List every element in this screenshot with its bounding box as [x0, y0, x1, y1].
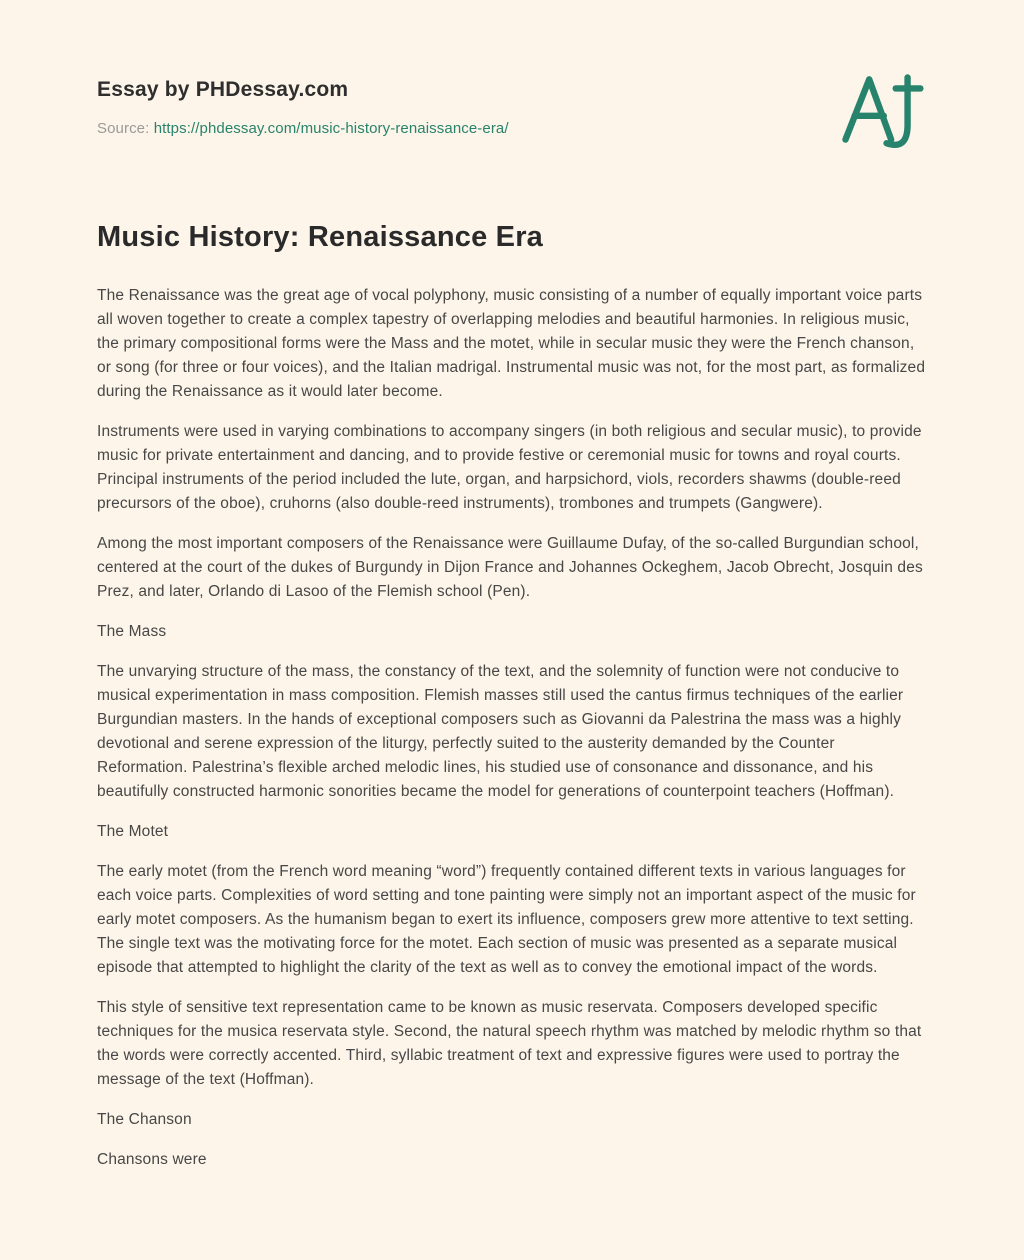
phdessay-logo-icon	[840, 68, 924, 160]
page-title: Music History: Renaissance Era	[97, 221, 544, 253]
paragraph: Among the most important composers of the Renaissance were Guillaume Dufay, of the so-called Burgundian school, centered at the court of the dukes of Burgundy in Dijon France and Johannes Ockeghem, Jacob Obrecht, Josquin des Prez, and later, Orlando di Lasoo of the Flemish school (Pen).	[97, 535, 923, 600]
paragraph: This style of sensitive text representation came to be known as music reservata. Composers developed specific techniques for the musica reservata style. Second, the natural speech rhythm was matched by melodic rhythm so that the words were correctly accented. Third, syllabic treatment of text and expressive figures were used to portray the message of the text (Hoffman).	[97, 999, 922, 1088]
paragraph: The early motet (from the French word meaning “word”) frequently contained different texts in various languages for each voice parts. Complexities of word setting and tone painting were simply not an important aspect of the music for early motet composers. As the humanism began to exert its influence, composers grew more attentive to text setting. The single text was the motivating force for the motet. Each section of music was presented as a separate musical episode that attempted to highlight the clarity of the text as well as to convey the emotional impact of the words.	[97, 863, 916, 976]
section-heading: The Mass	[97, 623, 167, 640]
paragraph: The Renaissance was the great age of vocal polyphony, music consisting of a number of equally important voice parts all woven together to create a complex tapestry of overlapping melodies and beautiful harmonies. In religious music, the primary compositional forms were the Mass and the motet, while in secular music they were the French chanson, or song (for three or four voices), and the Italian madrigal. Instrumental music was not, for the most part, as formalized during the Renaissance as it would later become.	[97, 287, 926, 400]
paragraph: The unvarying structure of the mass, the constancy of the text, and the solemnity of function were not conducive to musical experimentation in mass composition. Flemish masses still used the cantus firmus techniques of the earlier Burgundian masters. In the hands of exceptional composers such as Giovanni da Palestrina the mass was a highly devotional and serene expression of the liturgy, perfectly suited to the austerity demanded by the Counter Reformation. Palestrina’s flexible arched melodic lines, his studied use of consonance and dissonance, and his beautifully constructed harmonic sonorities became the model for generations of counterpoint teachers (Hoffman).	[97, 663, 904, 800]
paragraph: Chansons were	[97, 1151, 207, 1168]
source-url-link[interactable]: https://phdessay.com/music-history-renaissance-era/	[153, 120, 509, 137]
source-label: Source:	[97, 120, 150, 137]
section-heading: The Motet	[97, 823, 169, 840]
source-line	[97, 120, 927, 137]
essay-byline: Essay by PHDessay.com	[97, 78, 349, 101]
paragraph: Instruments were used in varying combinations to accompany singers (in both religious and secular music), to provide music for private entertainment and dancing, and to provide festive or ceremonial music for towns and royal courts. Principal instruments of the period included the lute, organ, and harpsichord, viols, recorders shawms (double-reed precursors of the oboe), cruhorns (also double-reed instruments), trombones and trumpets (Gangwere).	[97, 423, 922, 512]
article-body	[97, 284, 929, 1172]
section-heading: The Chanson	[97, 1111, 192, 1128]
